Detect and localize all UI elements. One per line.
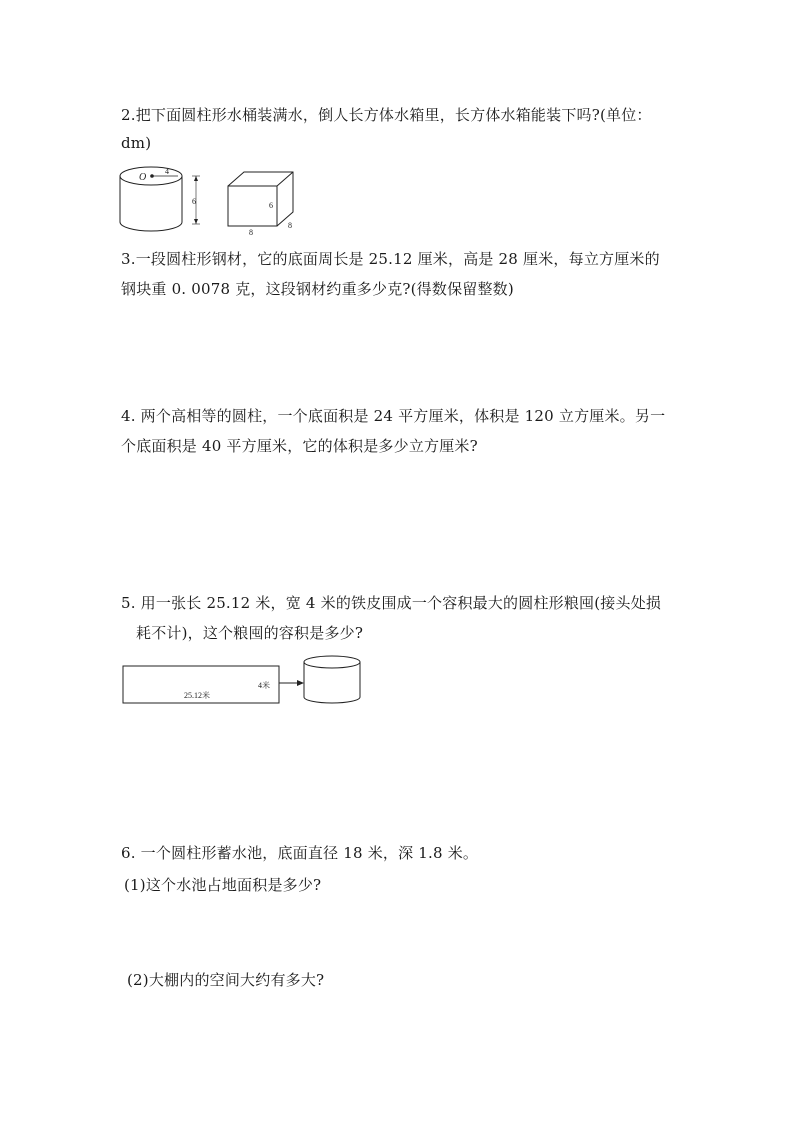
cuboid-diagram <box>228 172 293 237</box>
granary-cylinder <box>304 656 360 703</box>
cuboid-height-label: 6 <box>269 201 273 210</box>
problem-3-line-2: 钢块重 0. 0078 克，这段钢材约重多少克?(得数保留整数) <box>121 280 514 298</box>
problem-4-line-1: 4. 两个高相等的圆柱，一个底面积是 24 平方厘米，体积是 120 立方厘米。另一 <box>121 407 666 425</box>
cylinder-height-label: 6 <box>192 197 196 206</box>
sheet-rectangle <box>123 666 279 703</box>
problem-6-sub-2: (2)大棚内的空间大约有多大? <box>127 971 325 989</box>
problem-2-line-2: dm) <box>121 134 152 152</box>
problem-5-line-2: 耗不计)，这个粮囤的容积是多少? <box>136 624 364 642</box>
cylinder-diagram <box>120 167 200 231</box>
sheet-width-label: 4米 <box>258 681 270 690</box>
cylinder-center-label: O <box>139 172 147 183</box>
cylinder-radius-label: 4 <box>165 167 169 176</box>
problem-3-line-1: 3.一段圆柱形钢材，它的底面周长是 25.12 厘米，高是 28 厘米，每立方厘米的 <box>121 250 660 268</box>
problem-5-figure <box>120 652 365 708</box>
problem-2-line-1: 2.把下面圆柱形水桶装满水，倒人长方体水箱里，长方体水箱能装下吗?(单位： <box>121 106 652 124</box>
problem-4-line-2: 个底面积是 40 平方厘米，它的体积是多少立方厘米? <box>121 437 478 455</box>
problem-6-line-1: 6. 一个圆柱形蓄水池，底面直径 18 米，深 1.8 米。 <box>121 844 479 862</box>
problem-6-sub-1: (1)这个水池占地面积是多少? <box>124 876 322 894</box>
cuboid-width-label: 8 <box>249 228 253 237</box>
cuboid-depth-label: 8 <box>288 221 292 230</box>
problem-5-line-1: 5. 用一张长 25.12 米，宽 4 米的铁皮围成一个容积最大的圆柱形粮囤(接头处损 <box>121 594 662 612</box>
arrow-icon <box>279 680 304 686</box>
sheet-length-label: 25.12米 <box>184 691 210 700</box>
problem-2-figure <box>115 162 315 238</box>
